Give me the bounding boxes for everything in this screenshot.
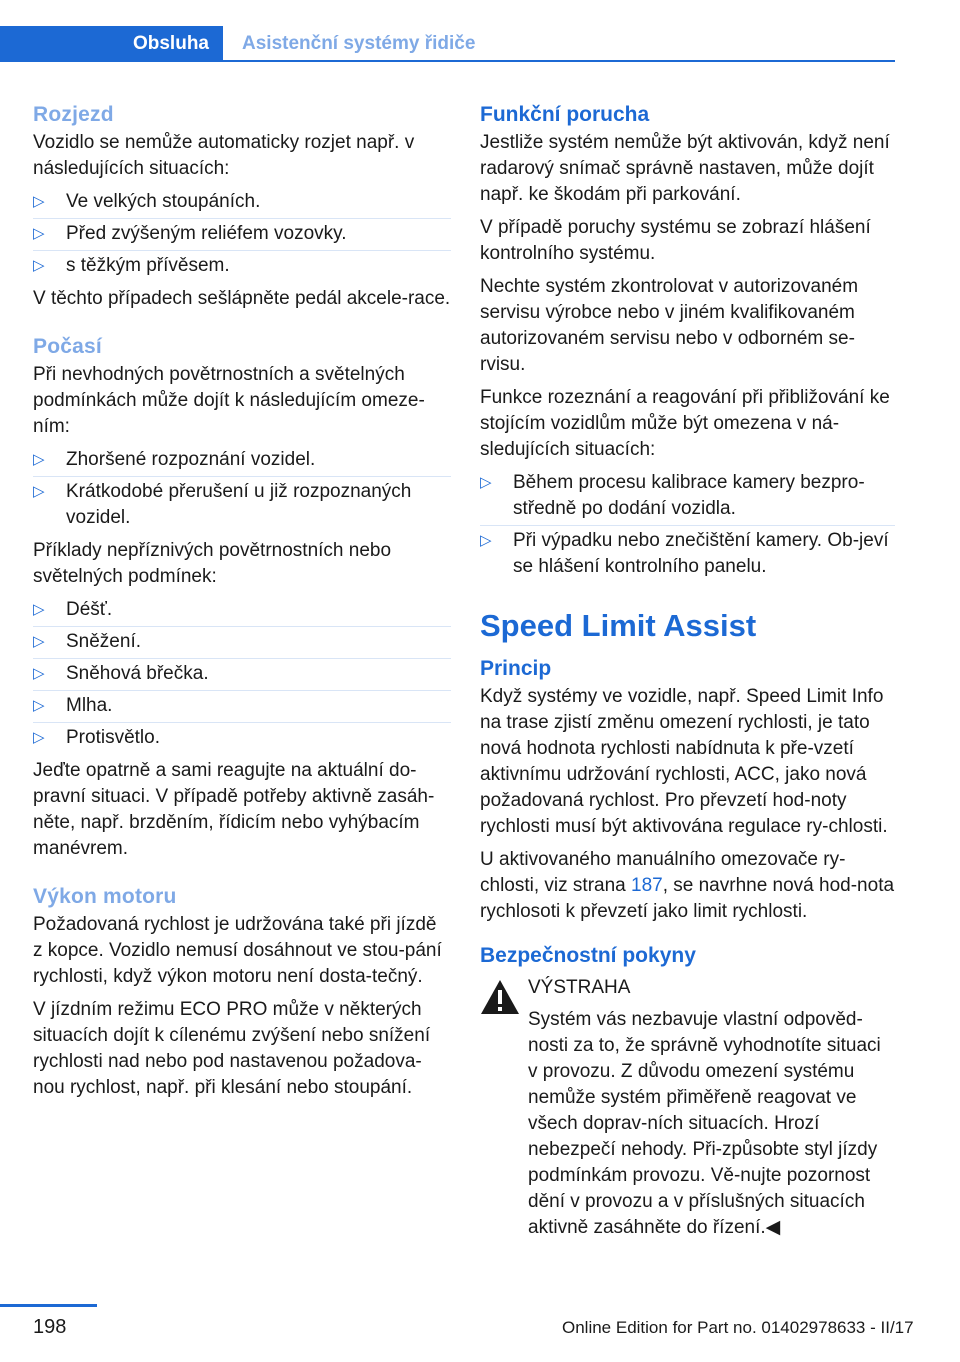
list-item: ▷ Mlha. [33,693,451,719]
porucha-p3: Nechte systém zkontrolovat v autorizovaném servisu výrobce nebo v jiném kvalifikovaném autorizovaném servisu nebo v odborném se‐rvisu. [480,276,859,375]
vykon-p2: V jízdním režimu ECO PRO může v některých situacích dojít k cílenému zvýšení nebo snížení rychlosti nad nebo pod nastavenou požadova‐nou rychlost, např. při klesání nebo stoupání. [33,999,431,1098]
rozjezd-outro: V těchto případech sešlápněte pedál akcele‐race. [33,288,451,309]
heading-funkcni-porucha: Funkční porucha [480,103,650,126]
heading-princip: Princip [480,657,552,680]
triangle-right-icon: ▷ [33,633,45,650]
triangle-right-icon: ▷ [33,257,45,274]
triangle-right-icon: ▷ [33,601,45,618]
triangle-right-icon: ▷ [33,451,45,468]
pocasi-list-1 [33,447,451,531]
list-item: ▷ Sněžení. [33,629,451,655]
triangle-right-icon: ▷ [480,474,492,491]
triangle-right-icon: ▷ [33,729,45,746]
list-item: ▷ Během procesu kalibrace kamery bezpro‐středně po dodání vozidla. [480,470,895,522]
warning-label: VÝSTRAHA [528,977,631,998]
list-item: ▷ Protisvětlo. [33,725,451,751]
princip-p2: U aktivovaného manuálního omezovače ry‐chlosti, viz strana 187, se navrhne nová hod‐nota rychlosoti k převzetí jako limit rychlosti. [480,849,895,922]
warning-triangle-icon [480,979,520,1015]
rozjezd-intro: Vozidlo se nemůže automaticky rozjet např. v následujících situacích: [33,132,415,179]
list-item: ▷ Zhoršené rozpoznání vozidel. [33,447,451,473]
list-item: ▷ Krátkodobé přerušení u již rozpoznaných vozidel. [33,481,412,528]
princip-p1: Když systémy ve vozidle, např. Speed Limit Info na trase zjistí změnu omezení rychlosti, je tato nová hodnota rychlosti nabídnuta k pře‐vzetí aktivnímu udržování rychlosti, ACC, jako nová požadovaná rychlost. Pro převzetí hod‐noty rychlosti musí být aktivována regulace ry‐chlosti. [480,686,888,837]
header-divider [0,60,895,62]
pocasi-mid: Příklady nepříznivých povětrnostních nebo světelných podmínek: [33,540,392,587]
right-column [480,100,895,1241]
triangle-right-icon: ▷ [33,225,45,242]
vykon-p1: Požadovaná rychlost je udržována také při jízdě z kopce. Vozidlo nemusí dosáhnout ve stou‐pání rychlosti, když výkon motoru není dosta‐tečný. [33,914,442,987]
porucha-list [480,470,895,580]
porucha-p2: V případě poruchy systému se zobrazí hlášení kontrolního systému. [480,217,871,264]
section-tab-label: Obsluha [132,33,209,54]
page-number: 198 [33,1316,67,1338]
heading-pocasi: Počasí [33,335,102,358]
list-item: ▷ Ve velkých stoupáních. [33,189,451,215]
section-tab-obsluha[interactable] [0,26,223,62]
warning-text: Systém vás nezbavuje vlastní odpověd‐nosti za to, že správně vyhodnotíte situaci v provozu. Z důvodu omezení systému nemůže systém přiměřeně reagovat ve všech doprav‐ních situacích. Hrozí nebezpečí nehody. Při‐způsobte styl jízdy podmínkám provozu. Vě‐nujte pozornost dění v provozu a v příslušných situacích aktivně zasáhněte do řízení.◀ [528,1009,881,1238]
list-item: ▷ Sněhová břečka. [33,661,451,687]
heading-speed-limit-assist: Speed Limit Assist [480,608,757,643]
pocasi-intro: Při nevhodných povětrnostních a světelných podmínkách může dojít k následujícím omeze‐ním: [33,364,425,437]
list-item: ▷ Při výpadku nebo znečištění kamery. Ob‐jeví se hlášení kontrolního panelu. [480,530,889,577]
warning-block [480,975,895,1241]
triangle-right-icon: ▷ [33,665,45,682]
chapter-tab-asistencni[interactable] [242,26,475,62]
porucha-p1: Jestliže systém nemůže být aktivován, když není radarový snímač správně nastaven, může dojít např. ke škodám při parkování. [480,132,890,205]
pocasi-list-2 [33,597,451,751]
porucha-p4: Funkce rozeznání a reagování při přibližování ke stojícím vozidlům může být omezena v ná‐sledujících situacích: [480,387,890,460]
triangle-right-icon: ▷ [480,532,492,549]
triangle-right-icon: ▷ [33,483,45,500]
pocasi-outro: Jeďte opatrně a sami reagujte na aktuální do‐pravní situaci. V případě potřeby aktivně zasáh‐něte, např. brzděním, řídicím nebo vyhýbacím manévrem. [33,760,435,859]
chapter-tab-label: Asistenční systémy řidiče [242,33,476,54]
left-column [33,100,451,1108]
edition-note: Online Edition for Part no. 01402978633 - II/17 [562,1318,914,1337]
list-item: ▷ Déšť. [33,597,451,623]
rozjezd-list [33,189,451,279]
footer-divider [0,1304,97,1307]
heading-vykon-motoru: Výkon motoru [33,885,177,908]
triangle-right-icon: ▷ [33,193,45,210]
list-item: ▷ s těžkým přívěsem. [33,253,451,279]
page-link-187[interactable]: 187 [631,875,663,896]
triangle-right-icon: ▷ [33,697,45,714]
list-item: ▷ Před zvýšeným reliéfem vozovky. [33,221,451,247]
heading-rozjezd: Rozjezd [33,103,114,126]
heading-bezpecnostni-pokyny: Bezpečnostní pokyny [480,944,696,967]
